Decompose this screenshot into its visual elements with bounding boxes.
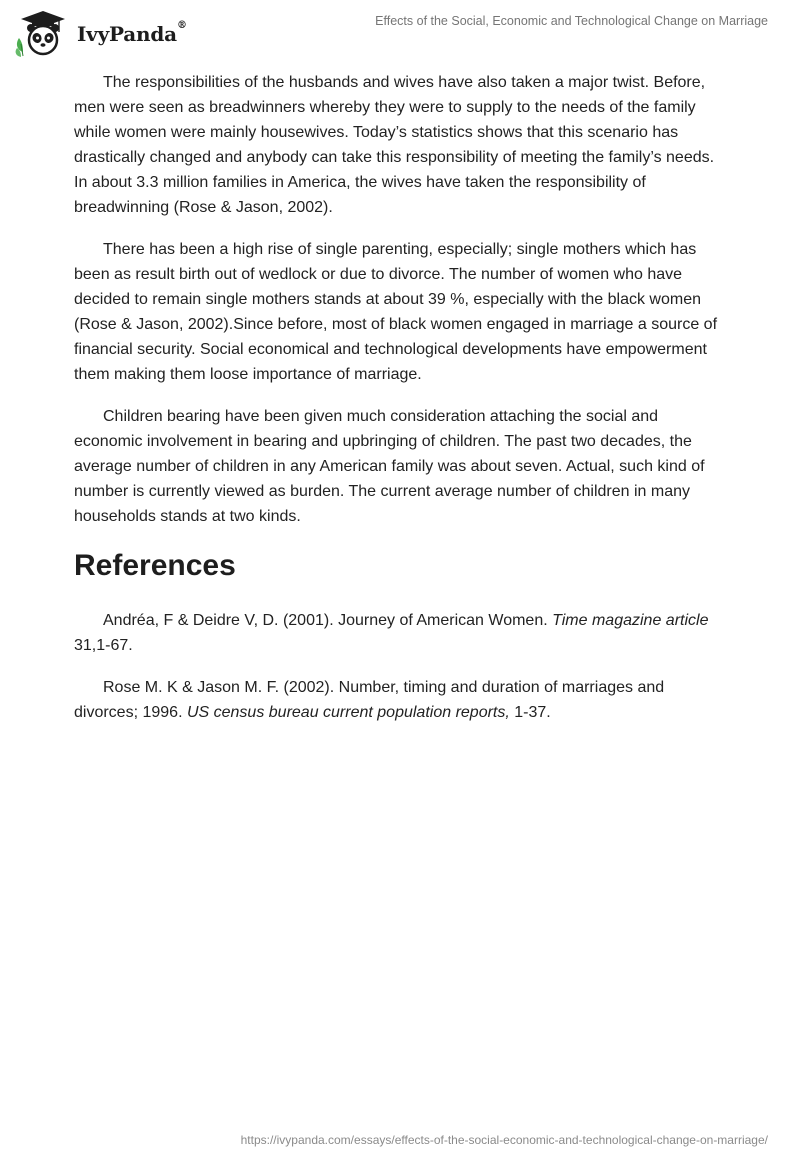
document-title: Effects of the Social, Economic and Technological Change on Marriage bbox=[375, 14, 768, 28]
body-paragraph: Children bearing have been given much consideration attaching the social and economic involvement in bearing and upbringing of children. The past two decades, the average number of children in any American family was about seven. Actual, such kind of number is currently viewed as burden. The current average number of children in many households stands at two kinds. bbox=[74, 408, 705, 525]
reference-text: Andréa, F & Deidre V, D. (2001). Journey of American Women. bbox=[103, 612, 553, 629]
references-heading: References bbox=[74, 549, 236, 582]
panda-graduate-icon bbox=[15, 8, 71, 58]
reference-pages: 31,1-67. bbox=[74, 637, 133, 654]
ivypanda-logo[interactable] bbox=[15, 8, 187, 58]
reference-source: Time magazine article bbox=[552, 612, 709, 629]
essay-content bbox=[74, 70, 730, 742]
body-paragraph: The responsibilities of the husbands and wives have also taken a major twist. Before, men were seen as breadwinners whereby they were to supply to the needs of the family while women were mainly housewives. Today’s statistics shows that this scenario has drastically changed and anybody can take this responsibility of meeting the family’s needs. In about 3.3 million families in America, the wives have taken the responsibility of breadwinning (Rose & Jason, 2002). bbox=[74, 74, 715, 216]
registered-mark: ® bbox=[176, 20, 187, 31]
reference-source: US census bureau current population reports, bbox=[186, 704, 510, 721]
reference-item bbox=[74, 675, 730, 725]
brand-name: IvyPanda® bbox=[77, 20, 187, 46]
reference-item bbox=[74, 608, 730, 658]
body-paragraph: There has been a high rise of single parenting, especially; single mothers which has been as result birth out of wedlock or due to divorce. The number of women who have decided to remain single mothers stands at about 39 %, especially with the black women (Rose & Jason, 2002).Since before, most of black women engaged in marriage a source of financial security. Social economical and technological developments have empowerment them making them loose importance of marriage. bbox=[74, 241, 718, 383]
source-url-link[interactable]: https://ivypanda.com/essays/effects-of-the-social-economic-and-technological-change-on-marriage/ bbox=[240, 1133, 768, 1147]
reference-text: Rose M. K & Jason M. F. (2002). Number, timing and duration of marriages and divorces; 1996. bbox=[74, 679, 665, 721]
page-header bbox=[0, 0, 800, 60]
reference-pages: 1-37. bbox=[509, 704, 551, 721]
